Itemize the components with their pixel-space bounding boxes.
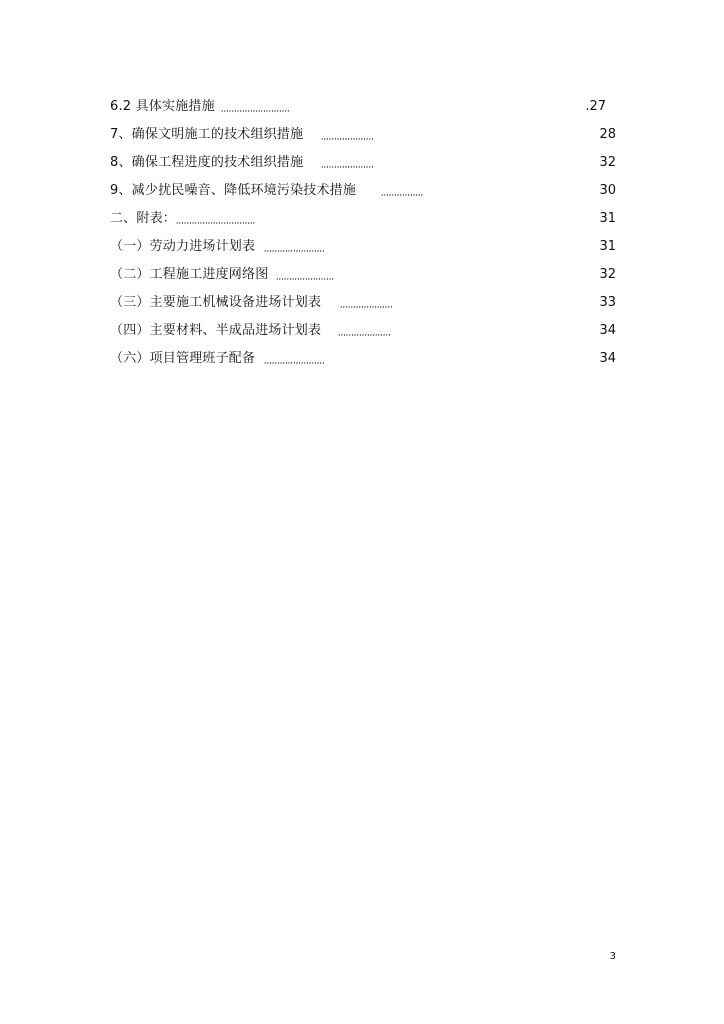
toc-entry-page: .27 <box>585 99 606 114</box>
toc-entry-page: 34 <box>599 351 616 366</box>
toc-entry-page: 31 <box>599 239 616 254</box>
toc-entry-page: 30 <box>599 183 616 198</box>
toc-entry[interactable] <box>0 265 724 285</box>
toc-entry-leader: ,,,,,,,,,,,,,,,,,,,,,,,,,, <box>221 104 290 113</box>
toc-entry-leader: ,,,,,,,,,,,,,,,,,,,,,,, <box>264 244 325 253</box>
toc-entry-page: 33 <box>599 295 616 310</box>
toc-entry-page: 32 <box>599 155 616 170</box>
toc-entry[interactable] <box>0 153 724 173</box>
toc-entry-title: （四）主要材料、半成品进场计划表 <box>110 323 322 338</box>
toc-entry-page: 28 <box>599 127 616 142</box>
toc-entry[interactable] <box>0 97 724 117</box>
toc-entry-title: 7、确保文明施工的技术组织措施 <box>110 127 304 142</box>
page-number: 3 <box>609 951 616 962</box>
toc-entry-leader: ,,,,,,,,,,,,,,,,,,,,,,, <box>264 356 325 365</box>
toc-entry-leader: ,,,,,,,,,,,,,,,,,,,, <box>321 132 374 141</box>
toc-entry[interactable] <box>0 321 724 341</box>
toc-entry-leader: ,,,,,,,,,,,,,,,, <box>381 188 424 197</box>
toc-entry[interactable] <box>0 237 724 257</box>
toc-entry-leader: ,,,,,,,,,,,,,,,,,,,,,,,,,,,,,, <box>176 216 256 225</box>
toc-entry-leader: ,,,,,,,,,,,,,,,,,,,, <box>340 300 393 309</box>
toc-entry-title: （三）主要施工机械设备进场计划表 <box>110 295 322 310</box>
toc-entry-leader: ,,,,,,,,,,,,,,,,,,,, <box>321 160 374 169</box>
toc-entry-title: 8、确保工程进度的技术组织措施 <box>110 155 304 170</box>
toc-entry-title: （六）项目管理班子配备 <box>110 351 256 366</box>
toc-entry-page: 32 <box>599 267 616 282</box>
toc-entry[interactable] <box>0 181 724 201</box>
toc-entry-leader: ,,,,,,,,,,,,,,,,,,,,,, <box>276 272 335 281</box>
toc-entry[interactable] <box>0 209 724 229</box>
toc-entry[interactable] <box>0 125 724 145</box>
toc-entry-page: 34 <box>599 323 616 338</box>
toc-entry-page: 31 <box>599 211 616 226</box>
toc-entry-title: （二）工程施工进度网络图 <box>110 267 269 282</box>
toc-entry-leader: ,,,,,,,,,,,,,,,,,,,, <box>338 328 391 337</box>
toc-entry[interactable] <box>0 349 724 369</box>
toc-entry-title: 二、附表： <box>110 211 177 226</box>
toc-entry-title: （一）劳动力进场计划表 <box>110 239 256 254</box>
toc-entry[interactable] <box>0 293 724 313</box>
toc-entry-title: 6.2 具体实施措施 <box>110 99 215 114</box>
toc-entry-title: 9、减少扰民噪音、降低环境污染技术措施 <box>110 183 357 198</box>
